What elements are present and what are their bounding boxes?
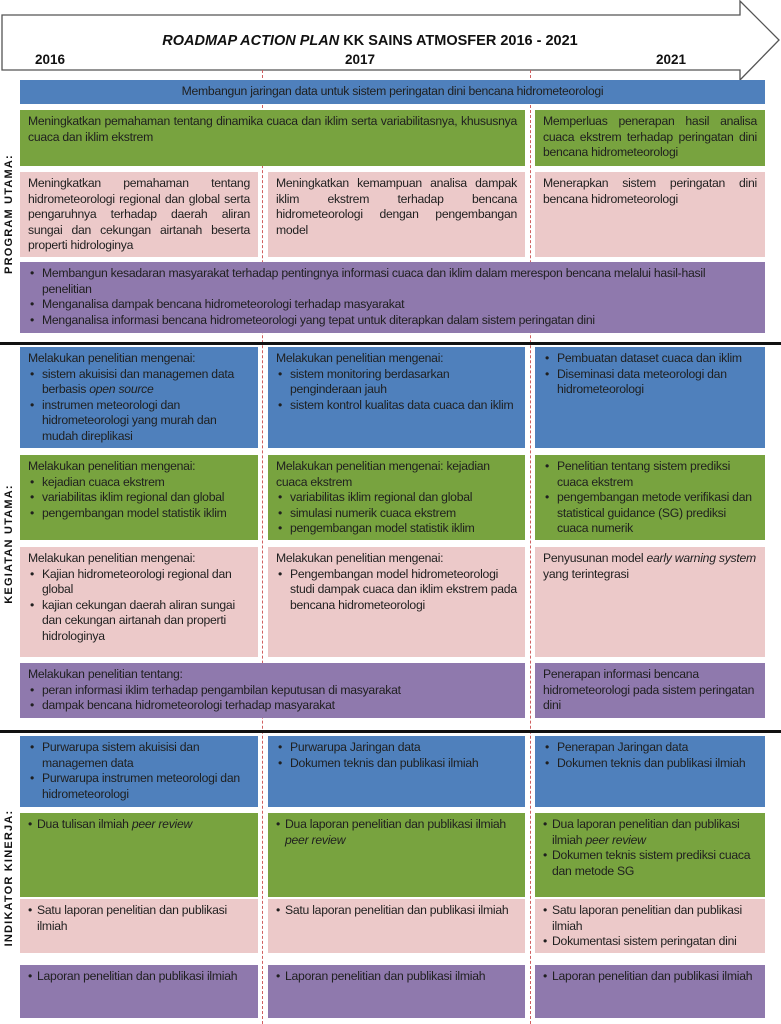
text-segment: Purwarupa sistem akuisisi dan managemen data <box>42 740 200 770</box>
cell-text <box>276 351 517 367</box>
bullet-item <box>28 490 250 506</box>
text-segment: Penerapan Jaringan data <box>557 740 689 754</box>
text-segment: Kajian hidrometeorologi regional dan global <box>42 566 232 596</box>
italic-term: early warning system <box>646 551 756 565</box>
bullet-icon: • <box>28 903 33 917</box>
section-separator <box>0 730 781 733</box>
indikator-blue-2021 <box>535 736 765 807</box>
text-segment: sistem monitoring berdasarkan penginderaan jauh <box>290 366 450 396</box>
bullet-icon: • <box>278 366 283 381</box>
bullet-item <box>28 740 250 771</box>
text-segment: dampak bencana hidrometeorologi terhadap masyarakat <box>42 698 335 712</box>
text-segment: Dua laporan penelitian dan publikasi ilmiah <box>285 817 506 831</box>
bullet-item <box>28 313 757 329</box>
cell-text <box>543 551 757 582</box>
bullet-icon: • <box>278 740 283 754</box>
text-segment: yang terintegrasi <box>543 566 629 581</box>
bullet-icon: • <box>30 397 35 412</box>
text-segment: pengembangan model statistik iklim <box>290 521 475 535</box>
indikator-pink-2017 <box>268 899 525 953</box>
cell-text <box>28 114 517 145</box>
bullet-item <box>543 490 757 537</box>
text-segment: Purwarupa instrumen meteorologi dan hidrometeorologi <box>42 771 240 801</box>
bullet-item <box>543 848 757 879</box>
text-segment: simulasi numerik cuaca ekstrem <box>290 505 456 520</box>
kegiatan-purple-left <box>20 663 525 718</box>
bullet-item <box>28 817 250 833</box>
bullet-item <box>543 740 757 756</box>
bullet-icon: • <box>30 698 35 712</box>
indikator-green-2021 <box>535 813 765 897</box>
bullet-icon: • <box>276 969 281 983</box>
cell-text <box>28 351 250 367</box>
bullet-item <box>543 459 757 490</box>
text-segment: pengembangan model statistik iklim <box>42 505 227 520</box>
cell-text <box>276 459 517 490</box>
cell-text <box>276 176 517 238</box>
text-segment: kejadian cuaca ekstrem <box>42 474 165 489</box>
indikator-purple-2016 <box>20 965 258 1018</box>
text-segment: sistem kontrol kualitas data cuaca dan iklim <box>290 397 514 412</box>
bullet-icon: • <box>28 817 33 831</box>
kegiatan-pink-2017 <box>268 547 525 657</box>
text-segment: Dokumen teknis dan publikasi ilmiah <box>290 755 479 770</box>
bullet-item <box>28 297 757 313</box>
cell-text <box>276 551 517 567</box>
indikator-pink-2016 <box>20 899 258 953</box>
bullet-item <box>28 475 250 491</box>
text-segment: Menganalisa informasi bencana hidrometeorologi yang tepat untuk diterapkan dalam sistem peringatan dini <box>42 312 595 327</box>
text-segment: Meningkatkan kemampuan analisa dampak iklim ekstrem terhadap bencana hidrometeorologi dengan pengembangan model <box>276 176 517 237</box>
bullet-icon: • <box>543 848 548 862</box>
bullet-icon: • <box>543 903 548 917</box>
bullet-item <box>276 756 517 772</box>
text-segment: Laporan penelitian dan publikasi ilmiah <box>37 969 238 983</box>
bullet-item <box>276 740 517 756</box>
cell-text <box>28 551 250 567</box>
italic-term: open source <box>89 382 154 396</box>
text-segment: Satu laporan penelitian dan publikasi ilmiah <box>285 903 509 917</box>
year-2021: 2021 <box>656 52 687 67</box>
title-italic-part: ROADMAP ACTION PLAN <box>162 33 340 49</box>
text-segment: Pengembangan model hidrometeorologi studi dampak cuaca dan iklim ekstrem pada bencana hidrometeorologi <box>290 566 517 612</box>
text-segment: Menganalisa dampak bencana hidrometeorologi terhadap masyarakat <box>42 297 405 311</box>
bullet-icon: • <box>545 490 550 504</box>
cell-text <box>28 459 250 475</box>
program-pink-2016 <box>20 172 258 257</box>
text-segment: Melakukan penelitian mengenai: <box>28 459 196 473</box>
kegiatan-pink-2016 <box>20 547 258 657</box>
title-rest-part: KK SAINS ATMOSFER 2016 - 2021 <box>339 33 578 49</box>
text-segment: Purwarupa Jaringan data <box>290 740 421 754</box>
kegiatan-blue-2021 <box>535 347 765 448</box>
year-2016: 2016 <box>35 52 66 67</box>
bullet-item <box>28 698 517 714</box>
bullet-icon: • <box>545 366 550 381</box>
indikator-blue-2016 <box>20 736 258 807</box>
bullet-icon: • <box>278 505 283 520</box>
text-segment: Memperluas penerapan hasil analisa cuaca ekstrem terhadap peringatan dini bencana hidrometeorologi <box>543 114 757 159</box>
bullet-icon: • <box>545 755 550 770</box>
bullet-icon: • <box>278 566 283 581</box>
bullet-item <box>276 567 517 614</box>
bullet-item <box>543 817 757 848</box>
text-segment: Melakukan penelitian mengenai: <box>28 351 196 365</box>
bullet-icon: • <box>30 297 35 311</box>
text-segment: Diseminasi data meteorologi dan hidrometeorologi <box>557 366 727 396</box>
bullet-icon: • <box>545 459 550 473</box>
kegiatan-green-2021 <box>535 455 765 540</box>
text-segment: pengembangan metode verifikasi dan statistical guidance (SG) prediksi cuaca numerik <box>557 490 752 535</box>
text-segment: Dokumen teknis sistem prediksi cuaca dan metode SG <box>552 848 751 878</box>
bullet-item <box>28 598 250 645</box>
bullet-item <box>276 490 517 506</box>
text-segment: peran informasi iklim terhadap pengambilan keputusan di masyarakat <box>42 682 401 697</box>
text-segment: Satu laporan penelitian dan publikasi ilmiah <box>37 903 227 933</box>
text-segment: Melakukan penelitian mengenai: <box>276 551 444 565</box>
bullet-item <box>543 969 757 985</box>
text-segment: Satu laporan penelitian dan publikasi ilmiah <box>552 903 742 933</box>
program-green-right <box>535 110 765 166</box>
bullet-item <box>276 969 517 985</box>
text-segment: variabilitas iklim regional dan global <box>290 490 473 504</box>
indikator-green-2017 <box>268 813 525 897</box>
cell-text <box>543 667 757 714</box>
text-segment: variabilitas iklim regional dan global <box>42 490 225 504</box>
label-kegiatan-utama: KEGIATAN UTAMA: <box>3 484 15 604</box>
program-pink-2017 <box>268 172 525 257</box>
bullet-item <box>543 903 757 934</box>
text-segment: sistem akuisisi dan managemen data berbasis <box>42 366 235 396</box>
bullet-icon: • <box>28 969 33 983</box>
cell-text <box>28 667 517 683</box>
bullet-icon: • <box>30 312 35 327</box>
divider-2016-2017 <box>262 70 263 1024</box>
cell-text <box>28 84 757 100</box>
bullet-icon: • <box>543 817 548 831</box>
kegiatan-green-2016 <box>20 455 258 540</box>
bullet-item <box>28 771 250 802</box>
program-green-left <box>20 110 525 166</box>
bullet-icon: • <box>545 740 550 754</box>
text-segment: Penerapan informasi bencana hidrometeorologi pada sistem peringatan dini <box>543 667 755 712</box>
bullet-item <box>28 567 250 598</box>
text-segment: Laporan penelitian dan publikasi ilmiah <box>552 969 753 983</box>
bullet-item <box>276 506 517 522</box>
indikator-purple-2017 <box>268 965 525 1018</box>
bullet-item <box>276 903 517 919</box>
cell-text <box>543 176 757 207</box>
text-segment: Meningkatkan pemahaman tentang hidrometeorologi regional dan global serta pengaruhnya terhadap daerah aliran sungai dan cekungan airtanah beserta properti hidrologinya <box>28 176 250 252</box>
italic-term: peer review <box>285 832 346 847</box>
text-segment: Penelitian tentang sistem prediksi cuaca ekstrem <box>557 459 731 489</box>
program-pink-2021 <box>535 172 765 257</box>
label-indikator-kinerja: INDIKATOR KINERJA: <box>3 809 15 947</box>
bullet-icon: • <box>30 682 35 697</box>
text-segment: Melakukan penelitian mengenai: <box>28 551 196 565</box>
bullet-icon: • <box>276 817 281 831</box>
kegiatan-purple-right <box>535 663 765 718</box>
text-segment: Membangun jaringan data untuk sistem peringatan dini bencana hidrometeorologi <box>181 84 604 98</box>
kegiatan-blue-2017 <box>268 347 525 448</box>
roadmap-title <box>0 33 740 49</box>
bullet-icon: • <box>30 266 35 280</box>
text-segment: Laporan penelitian dan publikasi ilmiah <box>285 969 486 983</box>
indikator-green-2016 <box>20 813 258 897</box>
bullet-icon: • <box>30 474 35 489</box>
bullet-item <box>276 367 517 398</box>
bullet-icon: • <box>543 934 548 948</box>
italic-term: peer review <box>585 832 646 847</box>
bullet-item <box>543 351 757 367</box>
text-segment: instrumen meteorologi dan hidrometeorologi yang murah dan mudah direplikasi <box>42 397 217 443</box>
indikator-blue-2017 <box>268 736 525 807</box>
bullet-icon: • <box>278 490 283 504</box>
bullet-icon: • <box>278 755 283 770</box>
bullet-item <box>276 398 517 414</box>
text-segment: Penyusunan model <box>543 551 647 565</box>
bullet-item <box>543 756 757 772</box>
year-2017: 2017 <box>345 52 376 67</box>
bullet-item <box>28 506 250 522</box>
program-blue-full <box>20 80 765 104</box>
bullet-item <box>28 969 250 985</box>
bullet-item <box>543 934 757 950</box>
bullet-icon: • <box>30 771 35 785</box>
cell-text <box>28 176 250 254</box>
text-segment: Meningkatkan pemahaman tentang dinamika cuaca dan iklim serta variabilitasnya, khususnya cuaca dan iklim ekstrem <box>28 114 517 144</box>
bullet-icon: • <box>30 566 35 581</box>
bullet-icon: • <box>278 521 283 535</box>
bullet-item <box>276 817 517 848</box>
text-segment: Dokumentasi sistem peringatan dini <box>552 934 737 948</box>
bullet-icon: • <box>276 903 281 917</box>
bullet-icon: • <box>30 597 35 612</box>
text-segment: Dokumen teknis dan publikasi ilmiah <box>557 755 746 770</box>
bullet-icon: • <box>30 740 35 754</box>
section-separator <box>0 342 781 345</box>
bullet-icon: • <box>545 351 550 365</box>
bullet-item <box>28 683 517 699</box>
program-purple-full <box>20 262 765 333</box>
bullet-icon: • <box>278 397 283 412</box>
text-segment: Pembuatan dataset cuaca dan iklim <box>557 351 742 365</box>
text-segment: Melakukan penelitian mengenai: <box>276 351 444 365</box>
text-segment: Dua laporan penelitian dan publikasi ilmiah <box>552 817 740 847</box>
italic-term: peer review <box>131 817 193 831</box>
indikator-pink-2021 <box>535 899 765 953</box>
text-segment: Dua tulisan ilmiah <box>37 817 132 831</box>
kegiatan-pink-2021 <box>535 547 765 657</box>
text-segment: Menerapkan sistem peringatan dini bencana hidrometeorologi <box>543 176 757 206</box>
label-program-utama: PROGRAM UTAMA: <box>3 154 15 274</box>
text-segment: Melakukan penelitian tentang: <box>28 667 183 681</box>
bullet-icon: • <box>30 490 35 504</box>
text-segment: Membangun kesadaran masyarakat terhadap pentingnya informasi cuaca dan iklim dalam merespon bencana melalui hasil-hasil penelitian <box>42 266 706 296</box>
bullet-item <box>28 398 250 445</box>
kegiatan-blue-2016 <box>20 347 258 448</box>
indikator-purple-2021 <box>535 965 765 1018</box>
bullet-item <box>276 521 517 537</box>
bullet-item <box>28 266 757 297</box>
bullet-item <box>28 367 250 398</box>
text-segment: kajian cekungan daerah aliran sungai dan cekungan airtanah dan properti hidrologinya <box>42 597 235 643</box>
cell-text <box>543 114 757 161</box>
bullet-item <box>28 903 250 934</box>
kegiatan-green-2017 <box>268 455 525 540</box>
text-segment: Melakukan penelitian mengenai: kejadian cuaca ekstrem <box>276 459 490 489</box>
divider-2017-2021 <box>530 70 531 1024</box>
bullet-icon: • <box>30 366 35 381</box>
bullet-item <box>543 367 757 398</box>
bullet-icon: • <box>30 505 35 520</box>
bullet-icon: • <box>543 969 548 983</box>
